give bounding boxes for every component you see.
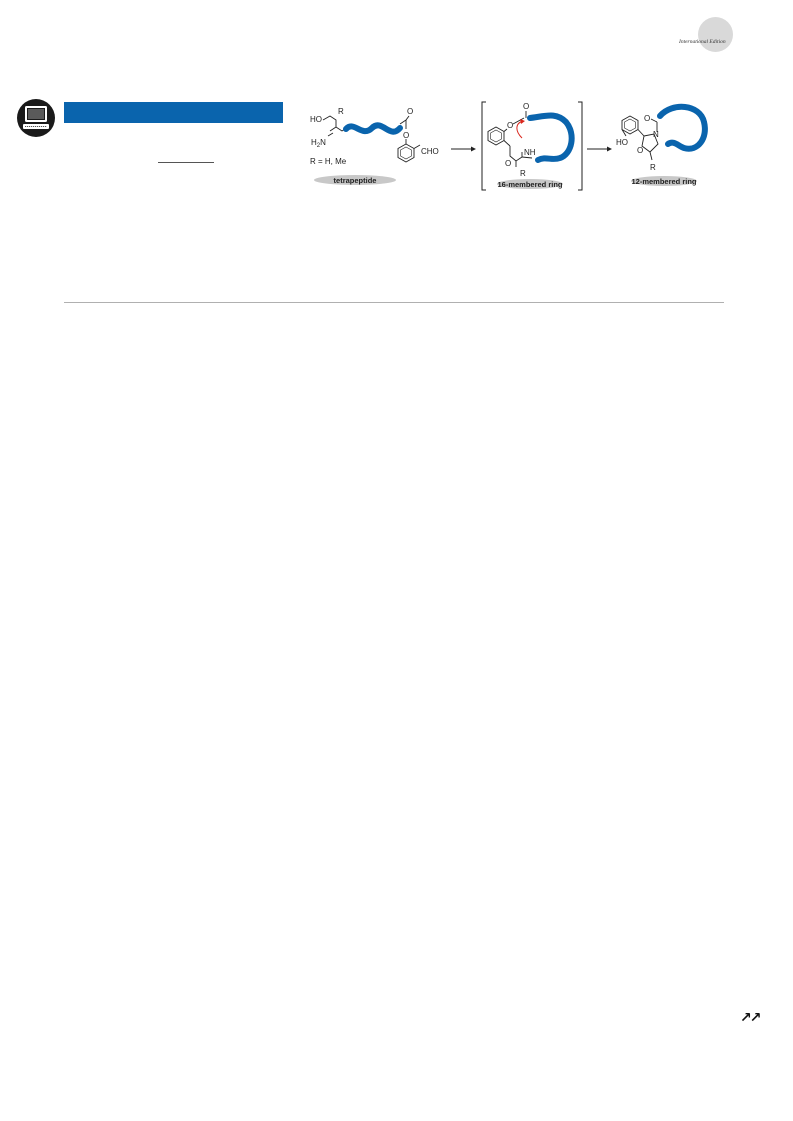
product-structure: [616, 107, 705, 186]
phenol-ho-label: HO: [616, 138, 628, 147]
sixteen-membered-ring-label: 16-membered ring: [497, 180, 563, 189]
tetrapeptide-structure: [310, 107, 439, 185]
reaction-scheme: [300, 94, 730, 194]
section-header-bar: [64, 102, 283, 123]
r-definition: R = H, Me: [310, 157, 347, 166]
ring-ester-o-label: O: [507, 121, 514, 130]
nh-label: NH: [524, 148, 536, 157]
peptide-chain: [346, 125, 400, 131]
tetrapeptide-label: tetrapeptide: [333, 176, 377, 185]
r-substituent-label: R: [338, 107, 344, 116]
short-rule: [158, 162, 214, 163]
ring-o-label: O: [505, 159, 512, 168]
section-divider: [64, 302, 724, 303]
product-chain: [660, 107, 705, 149]
ester-o-label: O: [403, 131, 410, 140]
cho-label: CHO: [421, 147, 439, 156]
edition-label: International Edition: [679, 39, 726, 45]
ring-carbonyl-o-label: O: [523, 102, 530, 111]
ho-label: HO: [310, 115, 322, 124]
product-carbonyl-o-label: O: [644, 114, 651, 123]
carbonyl-o-label: O: [407, 107, 414, 116]
computer-icon: [16, 98, 56, 138]
double-arrow-icon[interactable]: ↗↗: [740, 1010, 760, 1026]
ring-r-label: R: [520, 169, 526, 178]
intermediate-structure: [482, 102, 582, 190]
twelve-membered-ring-label: 12-membered ring: [631, 177, 697, 186]
h2n-label: $H_2N$: [311, 138, 326, 149]
product-r-label: R: [650, 163, 656, 172]
product-n-label: N: [653, 130, 659, 139]
product-o-label: O: [637, 146, 644, 155]
macrocycle-chain: [530, 116, 572, 161]
journal-badge-circle: [698, 17, 733, 52]
